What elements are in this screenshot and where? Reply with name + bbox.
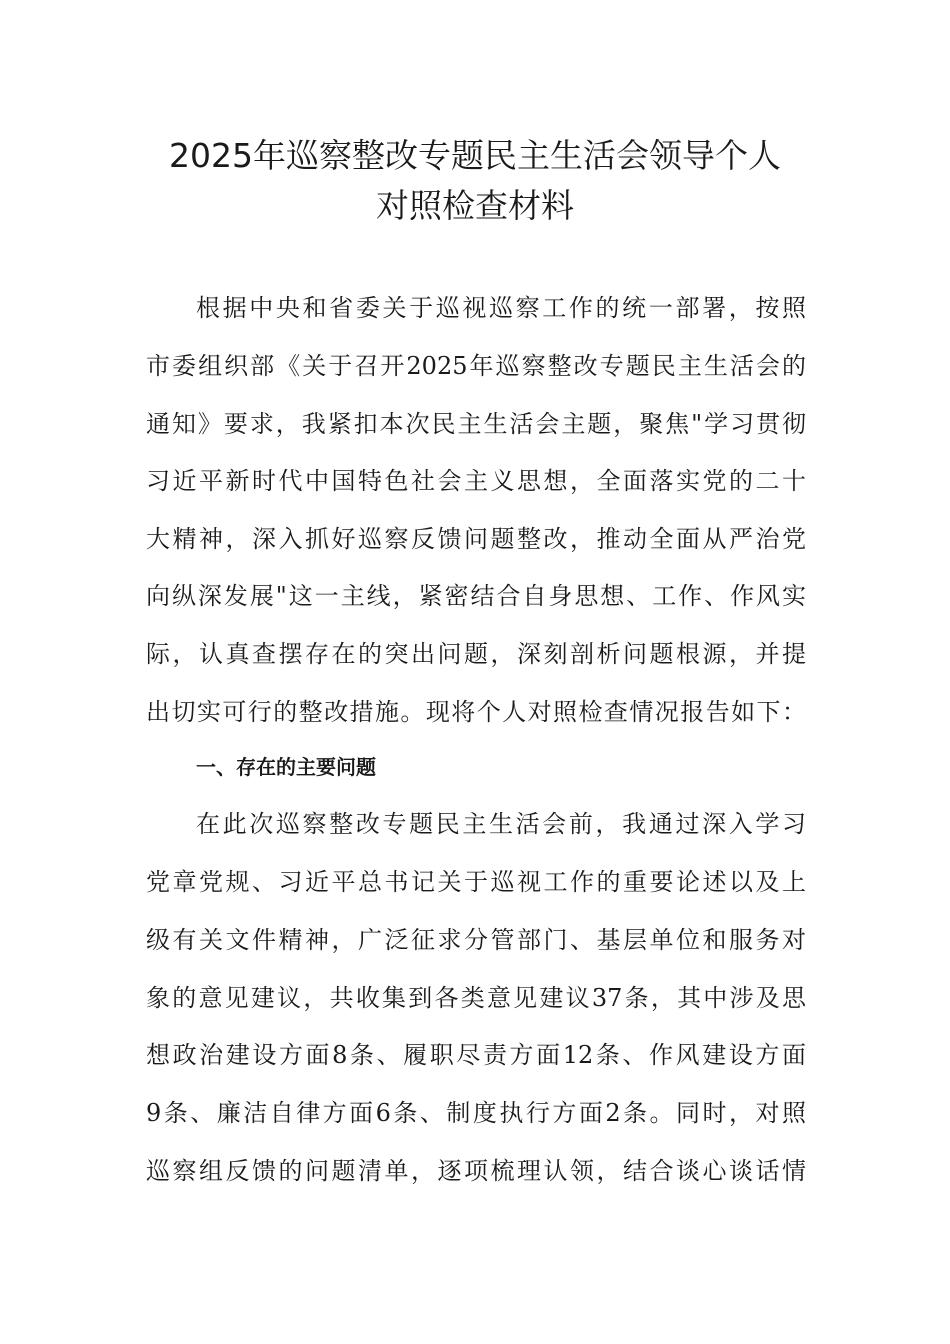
section-paragraph-line: 级有关文件精神，广泛征求分管部门、基层单位和服务对	[146, 926, 806, 954]
section-heading: 一、存在的主要问题	[196, 755, 376, 779]
section-paragraph-line: 想政治建设方面8条、履职尽责方面12条、作风建设方面	[146, 1041, 806, 1069]
section-paragraph-line: 巡察组反馈的问题清单，逐项梳理认领，结合谈心谈话情	[146, 1157, 806, 1185]
document-title-line-1: 2025年巡察整改专题民主生活会领导个人	[169, 136, 781, 175]
intro-paragraph-line: 市委组织部《关于召开2025年巡察整改专题民主生活会的	[146, 352, 806, 380]
intro-paragraph-line: 通知》要求，我紧扣本次民主生活会主题，聚焦"学习贯彻	[146, 410, 806, 438]
intro-paragraph-line: 出切实可行的整改措施。现将个人对照检查情况报告如下：	[146, 698, 806, 726]
intro-paragraph-line: 习近平新时代中国特色社会主义思想，全面落实党的二十	[146, 467, 806, 495]
document-title-line-2: 对照检查材料	[376, 186, 574, 225]
intro-paragraph-line: 向纵深发展"这一主线，紧密结合自身思想、工作、作风实	[146, 582, 806, 610]
intro-paragraph-line: 根据中央和省委关于巡视巡察工作的统一部署，按照	[196, 294, 806, 322]
intro-paragraph-line: 际，认真查摆存在的突出问题，深刻剖析问题根源，并提	[146, 640, 806, 668]
section-paragraph-line: 象的意见建议，共收集到各类意见建议37条，其中涉及思	[146, 984, 806, 1012]
section-paragraph-line: 在此次巡察整改专题民主生活会前，我通过深入学习	[196, 810, 806, 838]
section-paragraph-line: 党章党规、习近平总书记关于巡视工作的重要论述以及上	[146, 868, 806, 896]
intro-paragraph-line: 大精神，深入抓好巡察反馈问题整改，推动全面从严治党	[146, 525, 806, 553]
section-paragraph-line: 9条、廉洁自律方面6条、制度执行方面2条。同时，对照	[146, 1099, 806, 1127]
